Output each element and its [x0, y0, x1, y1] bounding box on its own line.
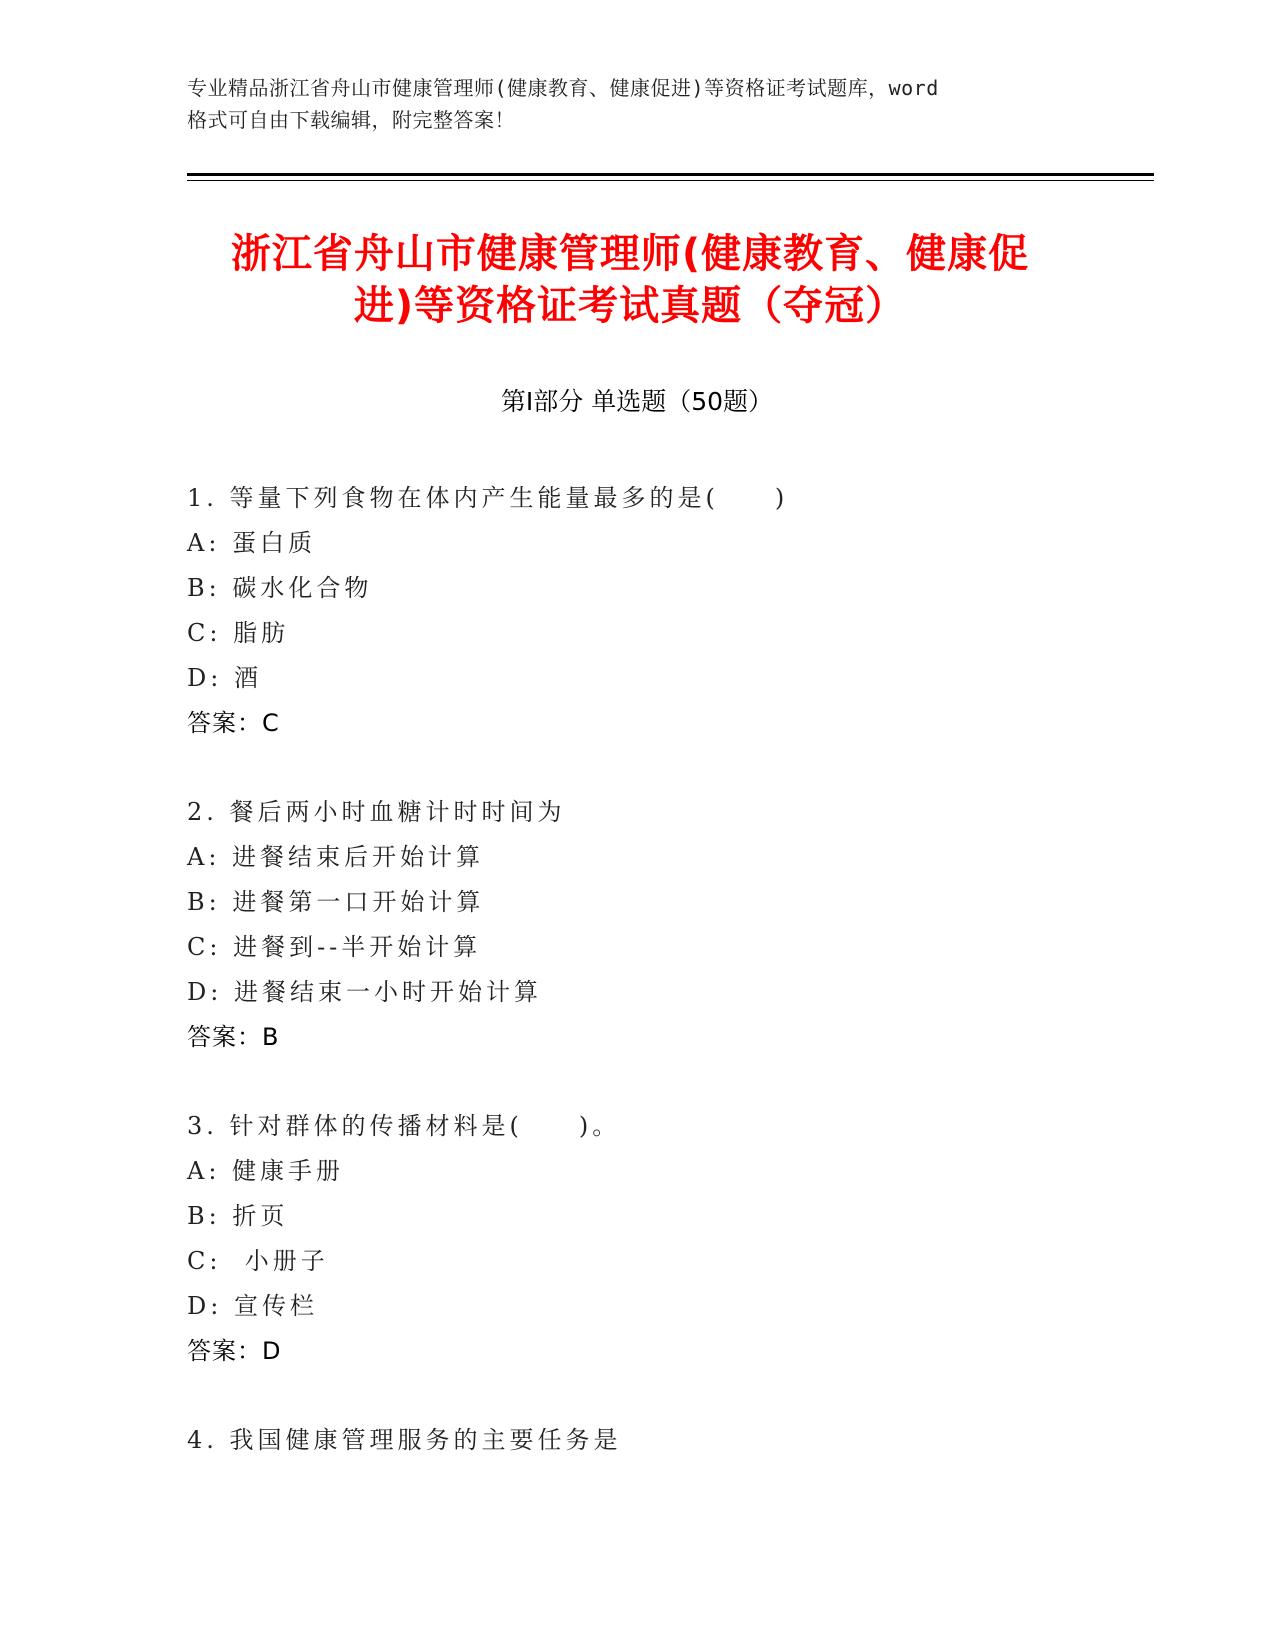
answer: 答案：C [187, 709, 280, 737]
header-divider-thin [187, 180, 1154, 181]
option-d: D: 酒 [187, 664, 262, 692]
question-4 [187, 1418, 1127, 1463]
header-divider-thick [187, 173, 1154, 176]
section-title: 第Ⅰ部分 单选题（50题） [500, 387, 774, 416]
answer: 答案：D [187, 1337, 282, 1365]
option-a: A: 健康手册 [187, 1157, 345, 1185]
option-d: D: 进餐结束一小时开始计算 [187, 978, 542, 1006]
option-a: A: 蛋白质 [187, 529, 317, 557]
question-list [187, 476, 1127, 1507]
option-b: B: 进餐第一口开始计算 [187, 888, 485, 916]
header-note-line-2: 格式可自由下载编辑，附完整答案！ [187, 108, 515, 132]
question-2 [187, 790, 1127, 1060]
option-b: B: 折页 [187, 1202, 289, 1230]
header-note-line-1: 专业精品浙江省舟山市健康管理师(健康教育、健康促进)等资格证考试题库，word [187, 76, 939, 100]
document-title [180, 228, 1080, 332]
option-c: C: 小册子 [187, 1247, 329, 1275]
option-d: D: 宣传栏 [187, 1292, 318, 1320]
question-3 [187, 1104, 1127, 1374]
question-stem: 4. 我国健康管理服务的主要任务是 [187, 1426, 622, 1454]
option-c: C: 脂肪 [187, 619, 290, 647]
option-b: B: 碳水化合物 [187, 574, 373, 602]
header-note [187, 72, 1087, 136]
question-1 [187, 476, 1127, 746]
answer: 答案：B [187, 1023, 280, 1051]
question-stem: 3. 针对群体的传播材料是( )。 [187, 1112, 621, 1140]
option-c: C: 进餐到--半开始计算 [187, 933, 482, 961]
document-title-line-1: 浙江省舟山市健康管理师(健康教育、健康促 [230, 231, 1030, 277]
document-title-line-2: 进)等资格证考试真题（夺冠） [353, 283, 907, 329]
question-stem: 1. 等量下列食物在体内产生能量最多的是( ) [187, 484, 789, 512]
question-stem: 2. 餐后两小时血糖计时时间为 [187, 798, 566, 826]
option-a: A: 进餐结束后开始计算 [187, 843, 485, 871]
